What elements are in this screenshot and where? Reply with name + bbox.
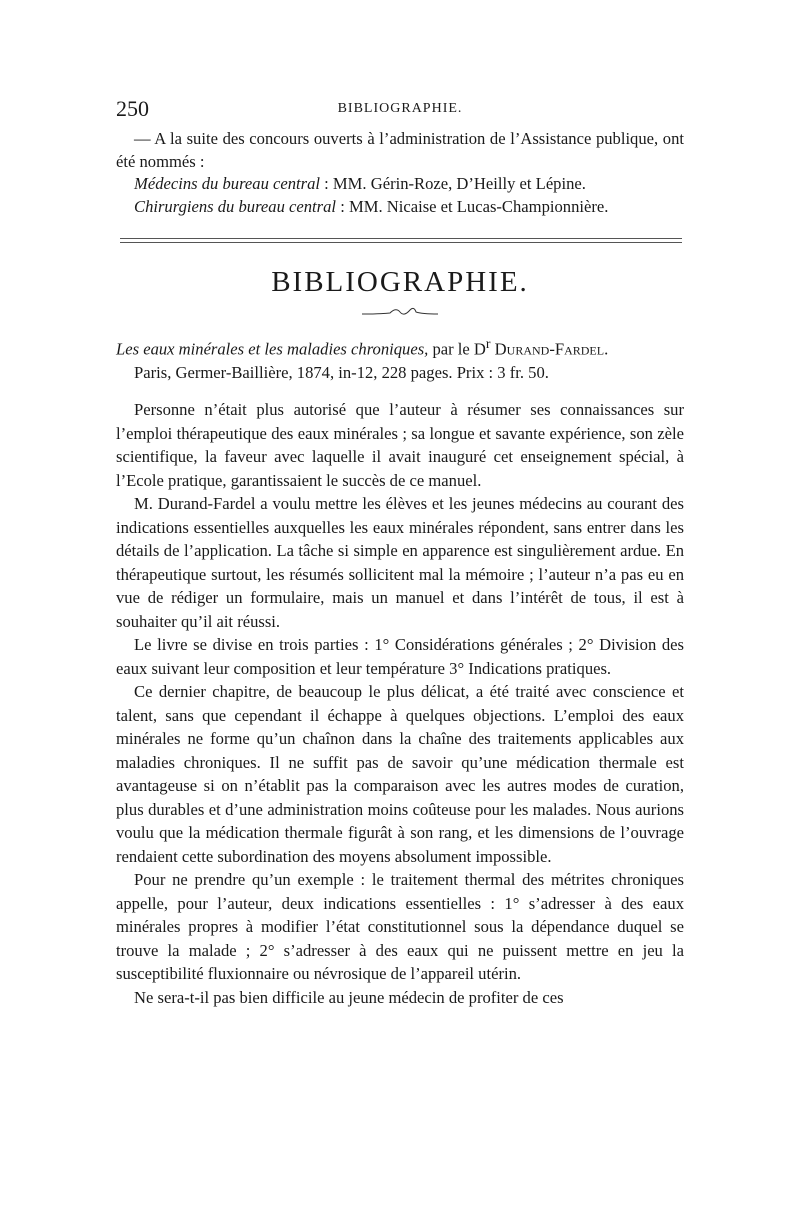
reference-line-1	[116, 332, 684, 361]
reference-by: par le D	[428, 339, 486, 359]
notice-names-medecins: : MM. Gérin-Roze, D’Heilly et Lépine.	[320, 174, 586, 193]
paragraph: Pour ne prendre qu’un exemple : le traitement thermal des métrites chroniques appelle, pour l’auteur, deux indications essentielles : 1° s’adresser à des eaux minérales propres à modifier l’état constitutionnel sous la dépendance duquel se trouve la malade ; 2° s’adresser à des eaux qui ne puissent mettre en jeu la susceptibilité fluxionnaire ou névrosique de l’appareil utérin.	[116, 870, 684, 983]
section-divider	[120, 238, 682, 243]
section-title: BIBLIOGRAPHIE.	[271, 266, 529, 298]
reference-sup: r	[485, 336, 491, 351]
book-author: Durand-Fardel.	[490, 339, 609, 359]
paragraph: Ne sera-t-il pas bien difficile au jeune médecin de profiter de ces	[134, 987, 564, 1007]
paragraph: Ce dernier chapitre, de beaucoup le plus délicat, a été traité avec conscience et talent, sans que cependant il échappe à quelques objections. L’emploi des eaux minérales ne forme qu’un chaînon dans la chaîne des traitements applicables aux maladies chroniques. Il ne suffit pas de savoir qu’une médication thermale est avantageuse si on n’établit pas la comparaison avec les autres modes de curation, plus durables et d’une administration moins coûteuse pour les malades. Nous aurions voulu que la médication thermale figurât à son rang, et les dimensions de l’ouvrage rendaient cette subordination des moyens absolument impossible.	[116, 682, 684, 866]
page-number: 250	[116, 96, 149, 121]
notice-label-medecins: Médecins du bureau central	[134, 174, 321, 193]
appointment-notice	[116, 128, 684, 218]
book-reference	[116, 332, 684, 384]
notice-names-chirurgiens: : MM. Nicaise et Lucas-Championnière.	[336, 196, 609, 216]
notice-label-chirurgiens: Chirurgiens du bureau central	[134, 196, 337, 216]
notice-line-chirurgiens	[116, 196, 684, 219]
running-title: BIBLIOGRAPHIE.	[337, 101, 463, 116]
notice-line-medecins	[116, 173, 684, 196]
notice-intro: — A la suite des concours ouverts à l’administration de l’Assistance publique, ont été nommés :	[116, 129, 684, 171]
paragraph: M. Durand-Fardel a voulu mettre les élèves et les jeunes médecins au courant des indications essentielles auxquelles les eaux minérales répondent, sans entrer dans les détails de l’application. La tâche si simple en apparence est singulièrement ardue. En thérapeutique surtout, les résumés sollicitent mal la mémoire ; l’auteur n’a pas eu en vue de rédiger un formulaire, mais un manuel et dans l’intérêt de tous, il est à souhaiter qu’il ait réussi.	[116, 494, 684, 631]
paragraph: Personne n’était plus autorisé que l’auteur à résumer ses connaissances sur l’emploi thérapeutique des eaux minérales ; sa longue et savante expérience, son zèle scientifique, la faveur avec laquelle il avait inauguré cet enseignement spécial, à l’Ecole pratique, garantissaient le succès de ce manuel.	[116, 400, 684, 490]
running-head	[116, 96, 684, 124]
review-body	[116, 398, 684, 1009]
book-title: Les eaux minérales et les maladies chroniques,	[116, 339, 429, 359]
reference-details: Paris, Germer-Baillière, 1874, in-12, 228 pages. Prix : 3 fr. 50.	[134, 362, 549, 382]
paragraph: Le livre se divise en trois parties : 1° Considérations générales ; 2° Division des eaux suivant leur composition et leur température 3° Indications pratiques.	[116, 635, 684, 678]
ornament-flourish-icon	[360, 305, 440, 319]
